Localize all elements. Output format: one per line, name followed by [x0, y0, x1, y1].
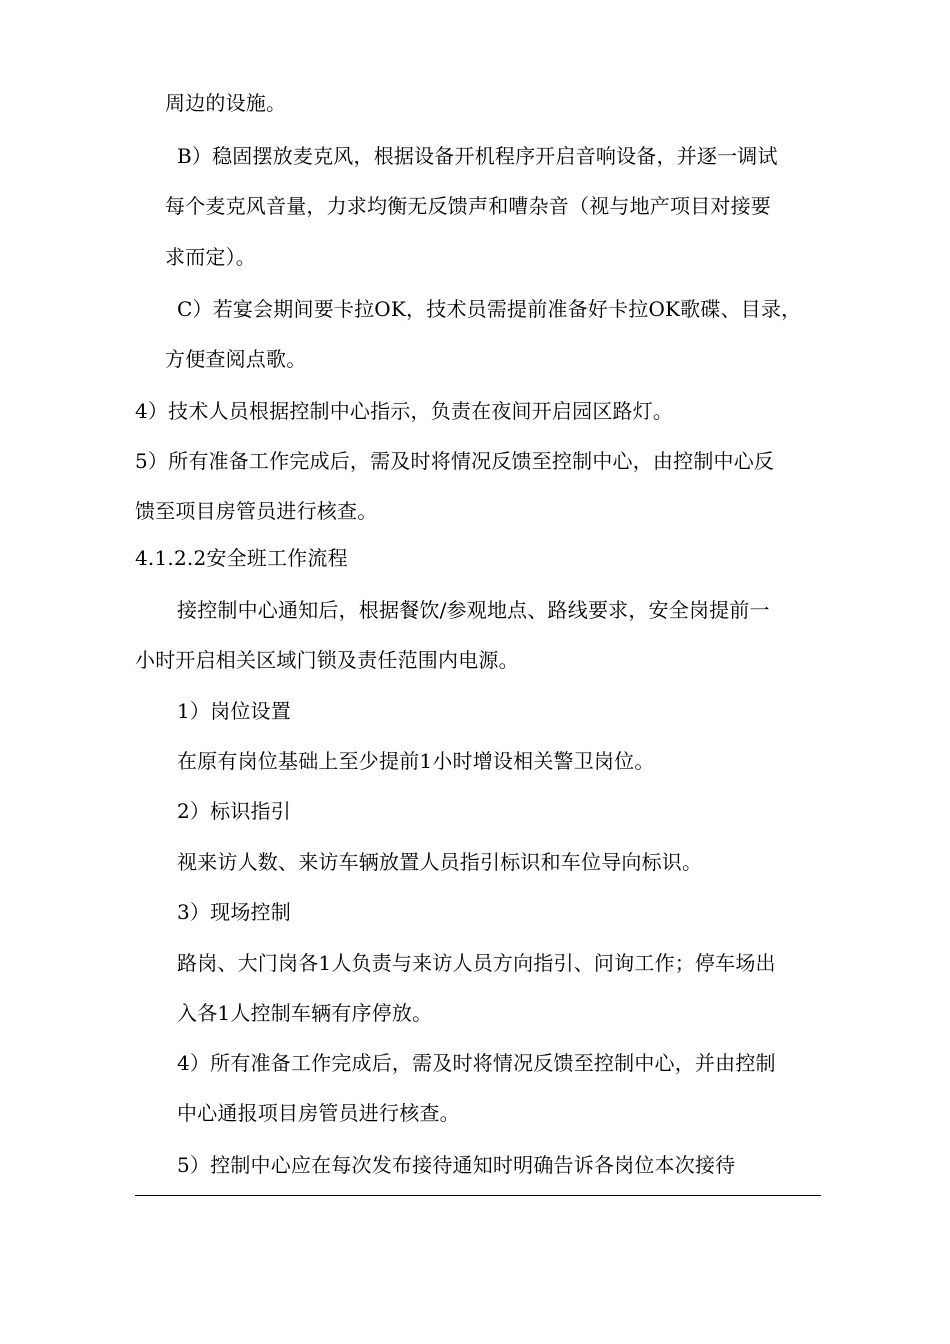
- subheading: 2）标识指引: [177, 799, 291, 823]
- text-line: 小时开启相关区域门锁及责任范围内电源。: [135, 648, 519, 672]
- text-line: 中心通报项目房管员进行核查。: [177, 1101, 460, 1125]
- text-line: 馈至项目房管员进行核查。: [135, 499, 378, 523]
- text-line: 5）控制中心应在每次发布接待通知时明确告诉各岗位本次接待: [177, 1153, 736, 1177]
- text-line: 周边的设施。: [165, 91, 287, 115]
- text-line: 每个麦克风音量，力求均衡无反馈声和嘈杂音（视与地产项目对接要: [165, 194, 771, 218]
- text-line: 4）所有准备工作完成后，需及时将情况反馈至控制中心，并由控制: [177, 1051, 776, 1075]
- text-line: 接控制中心通知后，根据餐饮/参观地点、路线要求，安全岗提前一: [177, 598, 770, 622]
- text-line: 路岗、大门岗各1人负责与来访人员方向指引、问询工作；停车场出: [177, 951, 776, 975]
- footer-rule: [135, 1195, 821, 1196]
- section-heading: 4.1.2.2安全班工作流程: [135, 546, 348, 570]
- text-line: 5）所有准备工作完成后，需及时将情况反馈至控制中心，由控制中心反: [135, 449, 775, 473]
- text-line: B）稳固摆放麦克风，根据设备开机程序开启音响设备，并逐一调试: [177, 144, 778, 168]
- text-line: 求而定）。: [165, 245, 256, 269]
- text-line: 视来访人数、来访车辆放置人员指引标识和车位导向标识。: [177, 850, 703, 874]
- text-line: 在原有岗位基础上至少提前1小时增设相关警卫岗位。: [177, 749, 655, 773]
- text-line: 方便查阅点歌。: [165, 347, 307, 371]
- subheading: 1）岗位设置: [177, 699, 291, 723]
- text-line: 4）技术人员根据控制中心指示，负责在夜间开启园区路灯。: [135, 399, 674, 423]
- text-line: 入各1人控制车辆有序停放。: [177, 1001, 433, 1025]
- text-line: C）若宴会期间要卡拉OK，技术员需提前准备好卡拉OK歌碟、目录，: [177, 297, 802, 321]
- subheading: 3）现场控制: [177, 900, 291, 924]
